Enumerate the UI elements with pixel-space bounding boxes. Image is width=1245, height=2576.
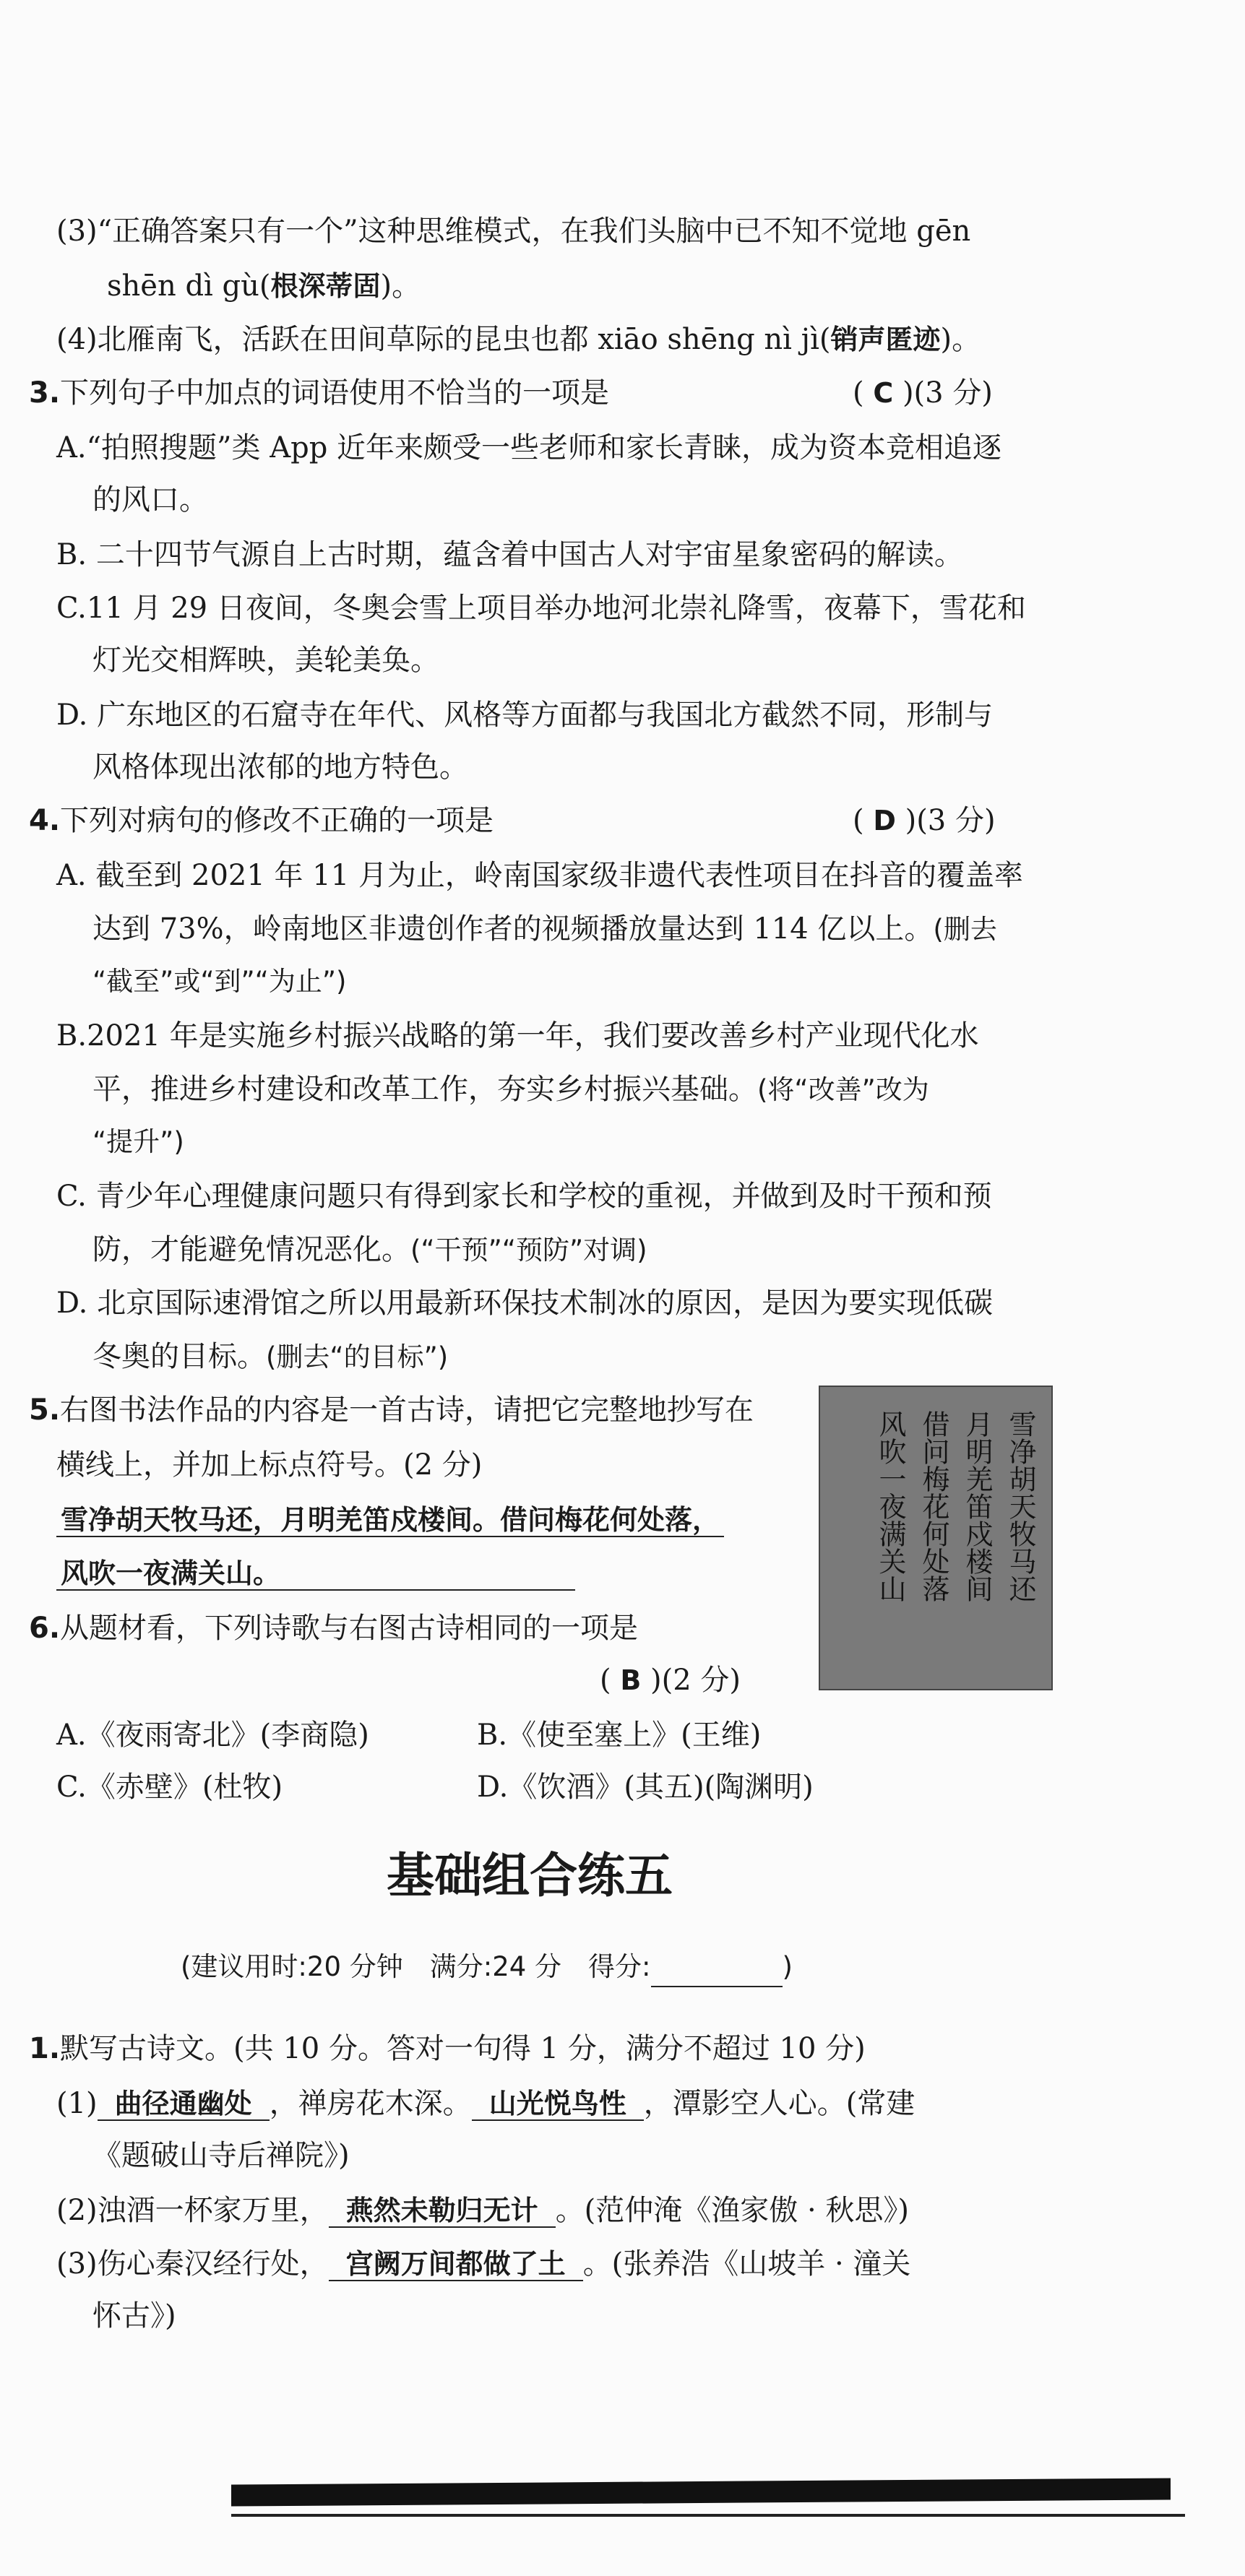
q2-4-line: (4)北雁南飞，活跃在田间草际的昆虫也都 xiāo shēng nì jì(销声匿迹)。 [56,323,981,356]
q2-4-answer: 销声匿迹 [830,324,941,355]
q5-stem-1: 5.右图书法作品的内容是一首古诗，请把它完整地抄写在 [29,1393,754,1427]
scan-edge-line [231,2514,1185,2517]
score-blank [651,1958,783,1987]
q3-answer: C [873,377,894,409]
q3-option-b: B. 二十四节气源自上古时期，蕴含 • •着中国古人对宇宙星象密码的解读。 [56,535,963,575]
q5-answer-line-1: 雪净胡天牧马还，月明羌笛戍楼间。借问梅花何处落， [56,1500,724,1540]
q6-option-c: C.《赤壁》(杜牧) [56,1771,283,1804]
q5-stem-2: 横线上，并加上标点符号。(2 分) [56,1448,483,1482]
q4-option-d: D. 北京国际速滑馆之所以用最新环保技术制冰的原因，是因为要实现低碳 [56,1287,994,1320]
q4-option-a-note: “截至”或“到”“为止”) [92,966,347,997]
calligraphy-column: 借问梅花何处落 [918,1410,949,1602]
q2-3-answer: 根深蒂固 [270,270,381,302]
q3-option-a-cont: 的风口。 [92,483,208,517]
q4-option-b-cont: 平，推进乡村建设和改革工作，夯实乡村振兴基础。(将“改善”改为 [92,1073,929,1106]
s5-q1-3-source: 怀古》) [92,2299,176,2333]
q3-option-d-cont: 风格体现出浓郁的地方特色。 [92,751,468,784]
q6-option-b: B.《使至塞上》(王维) [477,1719,762,1752]
q4-option-c-cont: 防，才能避免情况恶化。(“干预”“预防”对调) [92,1233,647,1266]
q6-option-a: A.《夜雨寄北》(李商隐) [56,1719,369,1752]
q3-stem: 3.下列句子中加点的词语使用不恰当的一项是 [29,376,610,410]
section-title: 基础组合练五 [387,1847,673,1903]
q3-option-c-cont: 灯光交相辉映，美轮美奂 • • 。 [92,640,439,680]
q6-answer: B [620,1664,642,1696]
scan-edge-bar [231,2478,1171,2506]
calligraphy-column: 月明羌笛戍楼间 [961,1410,993,1602]
q4-option-b: B.2021 年是实施乡村振兴战略的第一年，我们要改善乡村产业现代化水 [56,1019,979,1053]
q2-3-line1: (3)“正确答案只有一个”这种思维模式，在我们头脑中已不知不觉地 gēn [56,215,971,248]
s5-q1-stem: 1.默写古诗文。(共 10 分。答对一句得 1 分，满分不超过 10 分) [29,2032,866,2065]
q6-answer-box: ( B )(2 分) [600,1664,741,1697]
q4-answer-box: ( D )(3 分) [853,804,996,837]
s5-q1-1-line: (1) 曲径通幽处 ，禅房花木深。 山光悦鸟性 ，潭影空人心。(常建 [56,2087,916,2120]
section-meta: (建议用时:20 分钟 满分:24 分 得分: ) [181,1946,793,1987]
q4-option-a: A. 截至到 2021 年 11 月为止，岭南国家级非遗代表性项目在抖音的覆盖率 [56,859,1023,892]
q4-stem: 4.下列对病句的修改不正确的一项是 [29,804,494,837]
q3-answer-box: ( C )(3 分) [853,376,993,410]
q3-option-c: C.11 月 29 日夜间，冬奥会雪上项目举办地河北崇礼降雪，夜幕下，雪花和 [56,592,1026,625]
s5-q1-2-line: (2)浊酒一杯家万里， 燕然未勒归无计 。(范仲淹《渔家傲 · 秋思》) [56,2194,910,2227]
q4-option-d-cont: 冬奥的目标。(删去“的目标”) [92,1340,449,1373]
s5-q1-1-source: 《题破山寺后禅院》) [92,2139,350,2172]
calligraphy-column: 雪净胡天牧马还 [1004,1410,1036,1602]
q5-answer-line-2: 风吹一夜满关山。 [56,1553,575,1594]
q3-option-a: A.“拍照搜题”类 App 近年来颇受一些老师和家长青睐 • •，成为资本竞相追逐 [56,428,1001,468]
calligraphy-image [819,1386,1053,1690]
q2-3-line2: shēn dì gù(根深蒂固)。 [107,269,421,303]
q6-option-d: D.《饮酒》(其五)(陶渊明) [477,1771,814,1804]
q4-option-c: C. 青少年心理健康问题只有得到家长和学校的重视，并做到及时干预和预 [56,1180,992,1213]
q4-option-b-note: “提升”) [92,1126,184,1157]
s5-q1-3-line: (3)伤心秦汉经行处， 宫阙万间都做了土 。(张养浩《山坡羊 · 潼关 [56,2247,911,2281]
calligraphy-column: 风吹一夜满关山 [874,1410,906,1602]
q4-option-a-cont: 达到 73%，岭南地区非遗创作者的视频播放量达到 114 亿以上。(删去 [92,912,997,946]
q3-option-d: D. 广东地区的石窟寺在年代、风格等方面都与我国北方截然不同 • • ，形制与 [56,695,993,735]
q6-stem: 6.从题材看，下列诗歌与右图古诗相同的一项是 [29,1612,639,1645]
q4-answer: D [873,805,896,837]
